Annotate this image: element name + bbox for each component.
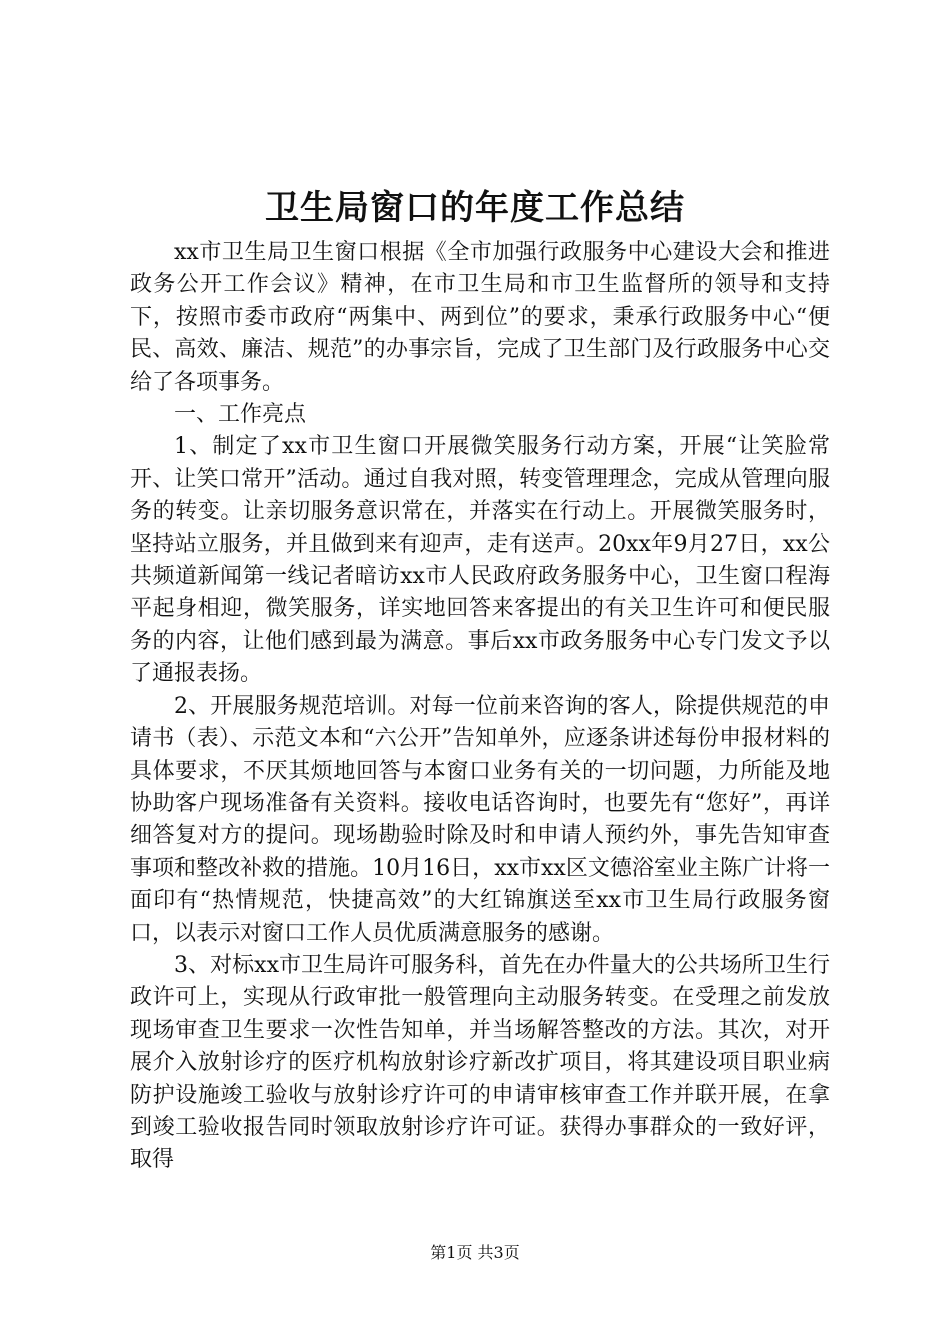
document-title: 卫生局窗口的年度工作总结 — [265, 188, 685, 228]
item-2-paragraph: 2、开展服务规范培训。对每一位前来咨询的客人，除提供规范的申请书（表）、示范文本和“六公开”告知单外，应逐条讲述每份申报材料的具体要求，不厌其烦地回答与本窗口业务有关的一切问题，力所能及地协助客户现场准备有关资料。接收电话咨询时，也要先有“您好”，再详细答复对方的提问。现场勘验时除及时和申请人预约外，事先告知审查事项和整改补救的措施。10月16日，xx市xx区文德浴室业主陈广计将一面印有“热情规范，快捷高效”的大红锦旗送至xx市卫生局行政服务窗口，以表示对窗口工作人员优质满意服务的感谢。 — [130, 693, 830, 946]
item-3-paragraph: 3、对标xx市卫生局许可服务科，首先在办件量大的公共场所卫生行政许可上，实现从行政审批一般管理向主动服务转变。在受理之前发放现场审查卫生要求一次性告知单，并当场解答整改的方法。其次，对开展介入放射诊疗的医疗机构放射诊疗新改扩项目，将其建设项目职业病防护设施竣工验收与放射诊疗许可的申请审核审查工作并联开展，在拿到竣工验收报告同时领取放射诊疗许可证。获得办事群众的一致好评，取得 — [130, 952, 830, 1173]
section-heading-highlights: 一、工作亮点 — [174, 402, 307, 428]
intro-paragraph: xx市卫生局卫生窗口根据《全市加强行政服务中心建设大会和推进政务公开工作会议》精神，在市卫生局和市卫生监督所的领导和支持下，按照市委市政府“两集中、两到位”的要求，秉承行政服务中心“便民、高效、廉洁、规范”的办事宗旨，完成了卫生部门及行政服务中心交给了各项事务。 — [130, 240, 830, 395]
document-body — [130, 237, 830, 1177]
page-footer: 第1页 共3页 — [430, 1243, 520, 1262]
item-1-paragraph: 1、制定了xx市卫生窗口开展微笑服务行动方案，开展“让笑脸常开、让笑口常开”活动。通过自我对照，转变管理理念，完成从管理向服务的转变。让亲切服务意识常在，并落实在行动上。开展微笑服务时，坚持站立服务，并且做到来有迎声，走有送声。20xx年9月27日，xx公共频道新闻第一线记者暗访xx市人民政府政务服务中心，卫生窗口程海平起身相迎，微笑服务，详实地回答来客提出的有关卫生许可和便民服务的内容，让他们感到最为满意。事后xx市政务服务中心专门发文予以了通报表扬。 — [130, 434, 830, 687]
